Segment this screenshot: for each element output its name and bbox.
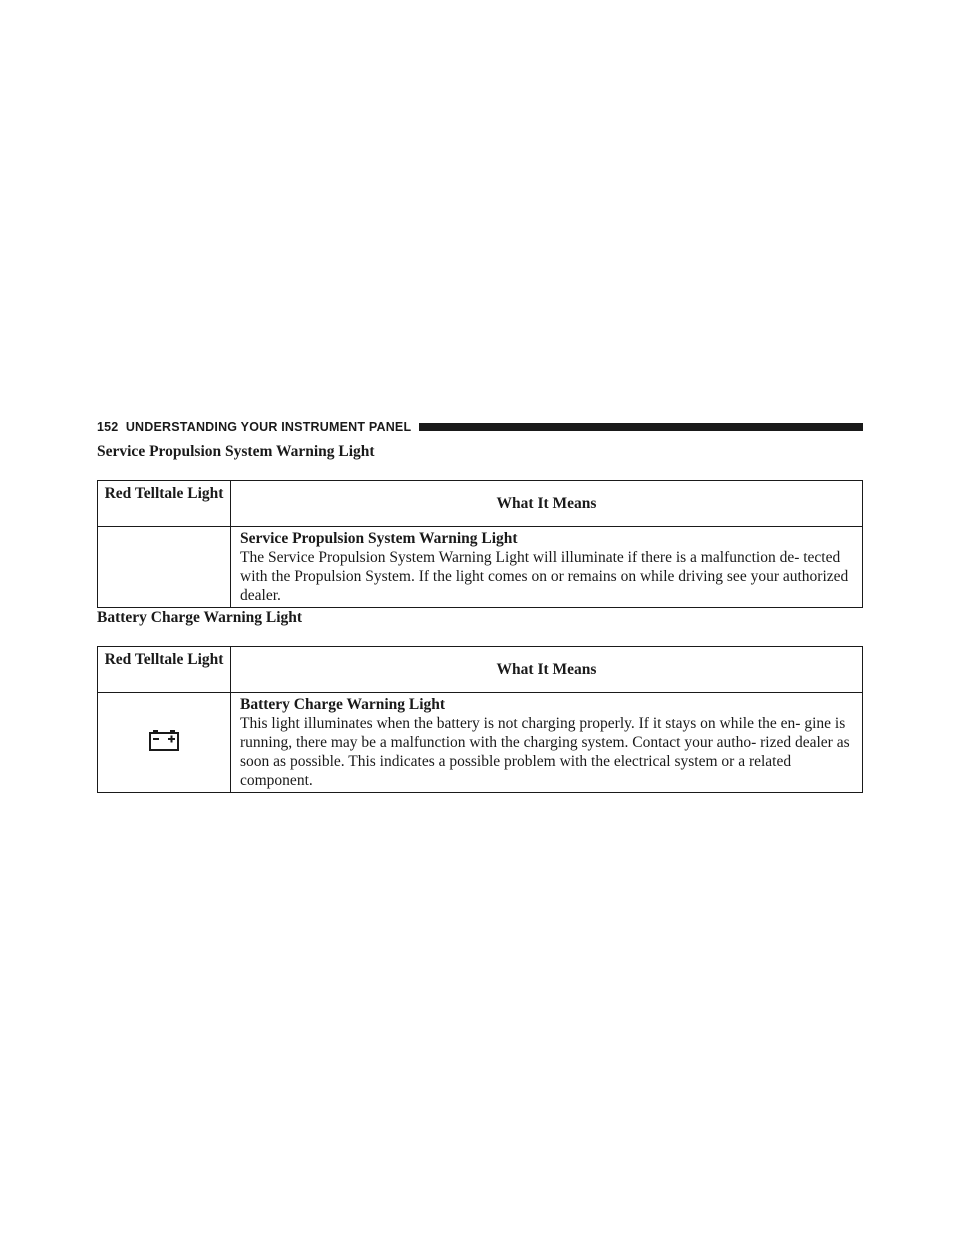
col-header-meaning: What It Means <box>231 481 863 527</box>
row-description: The Service Propulsion System Warning Light will illuminate if there is a malfunction de- tected with the Propulsion System. If the light comes on or remains on while driving see your authorized dealer. <box>240 549 849 604</box>
col-header-telltale: Red Telltale Light <box>98 481 231 527</box>
table-header-row <box>98 481 863 527</box>
section-name: UNDERSTANDING YOUR INSTRUMENT PANEL <box>125 420 412 434</box>
telltale-cell-battery <box>98 693 231 793</box>
table-row <box>98 693 863 793</box>
telltale-table-service-propulsion <box>97 480 863 608</box>
col-header-meaning: What It Means <box>231 647 863 693</box>
section-title-service-propulsion: Service Propulsion System Warning Light <box>97 443 375 460</box>
battery-icon <box>149 729 179 751</box>
row-description: This light illuminates when the battery is not charging properly. If it stays on while the en- gine is running, there may be a malfunction with the charging system. Contact your autho- rized dealer as soon as possible. This indicates a possible problem with the electrical system or a related component. <box>240 715 850 789</box>
meaning-cell <box>231 693 863 793</box>
table-header-row <box>98 647 863 693</box>
row-title: Service Propulsion System Warning Light <box>240 530 518 547</box>
table-row <box>98 527 863 608</box>
col-header-telltale: Red Telltale Light <box>98 647 231 693</box>
page-number: 152 <box>97 420 119 434</box>
page-header <box>97 418 863 436</box>
page-header-text <box>97 420 411 434</box>
row-title: Battery Charge Warning Light <box>240 696 446 713</box>
section-title-battery-charge: Battery Charge Warning Light <box>97 609 303 626</box>
header-rule <box>419 423 863 431</box>
meaning-cell <box>231 527 863 608</box>
telltale-table-battery-charge <box>97 646 863 793</box>
telltale-cell-empty <box>98 527 231 608</box>
